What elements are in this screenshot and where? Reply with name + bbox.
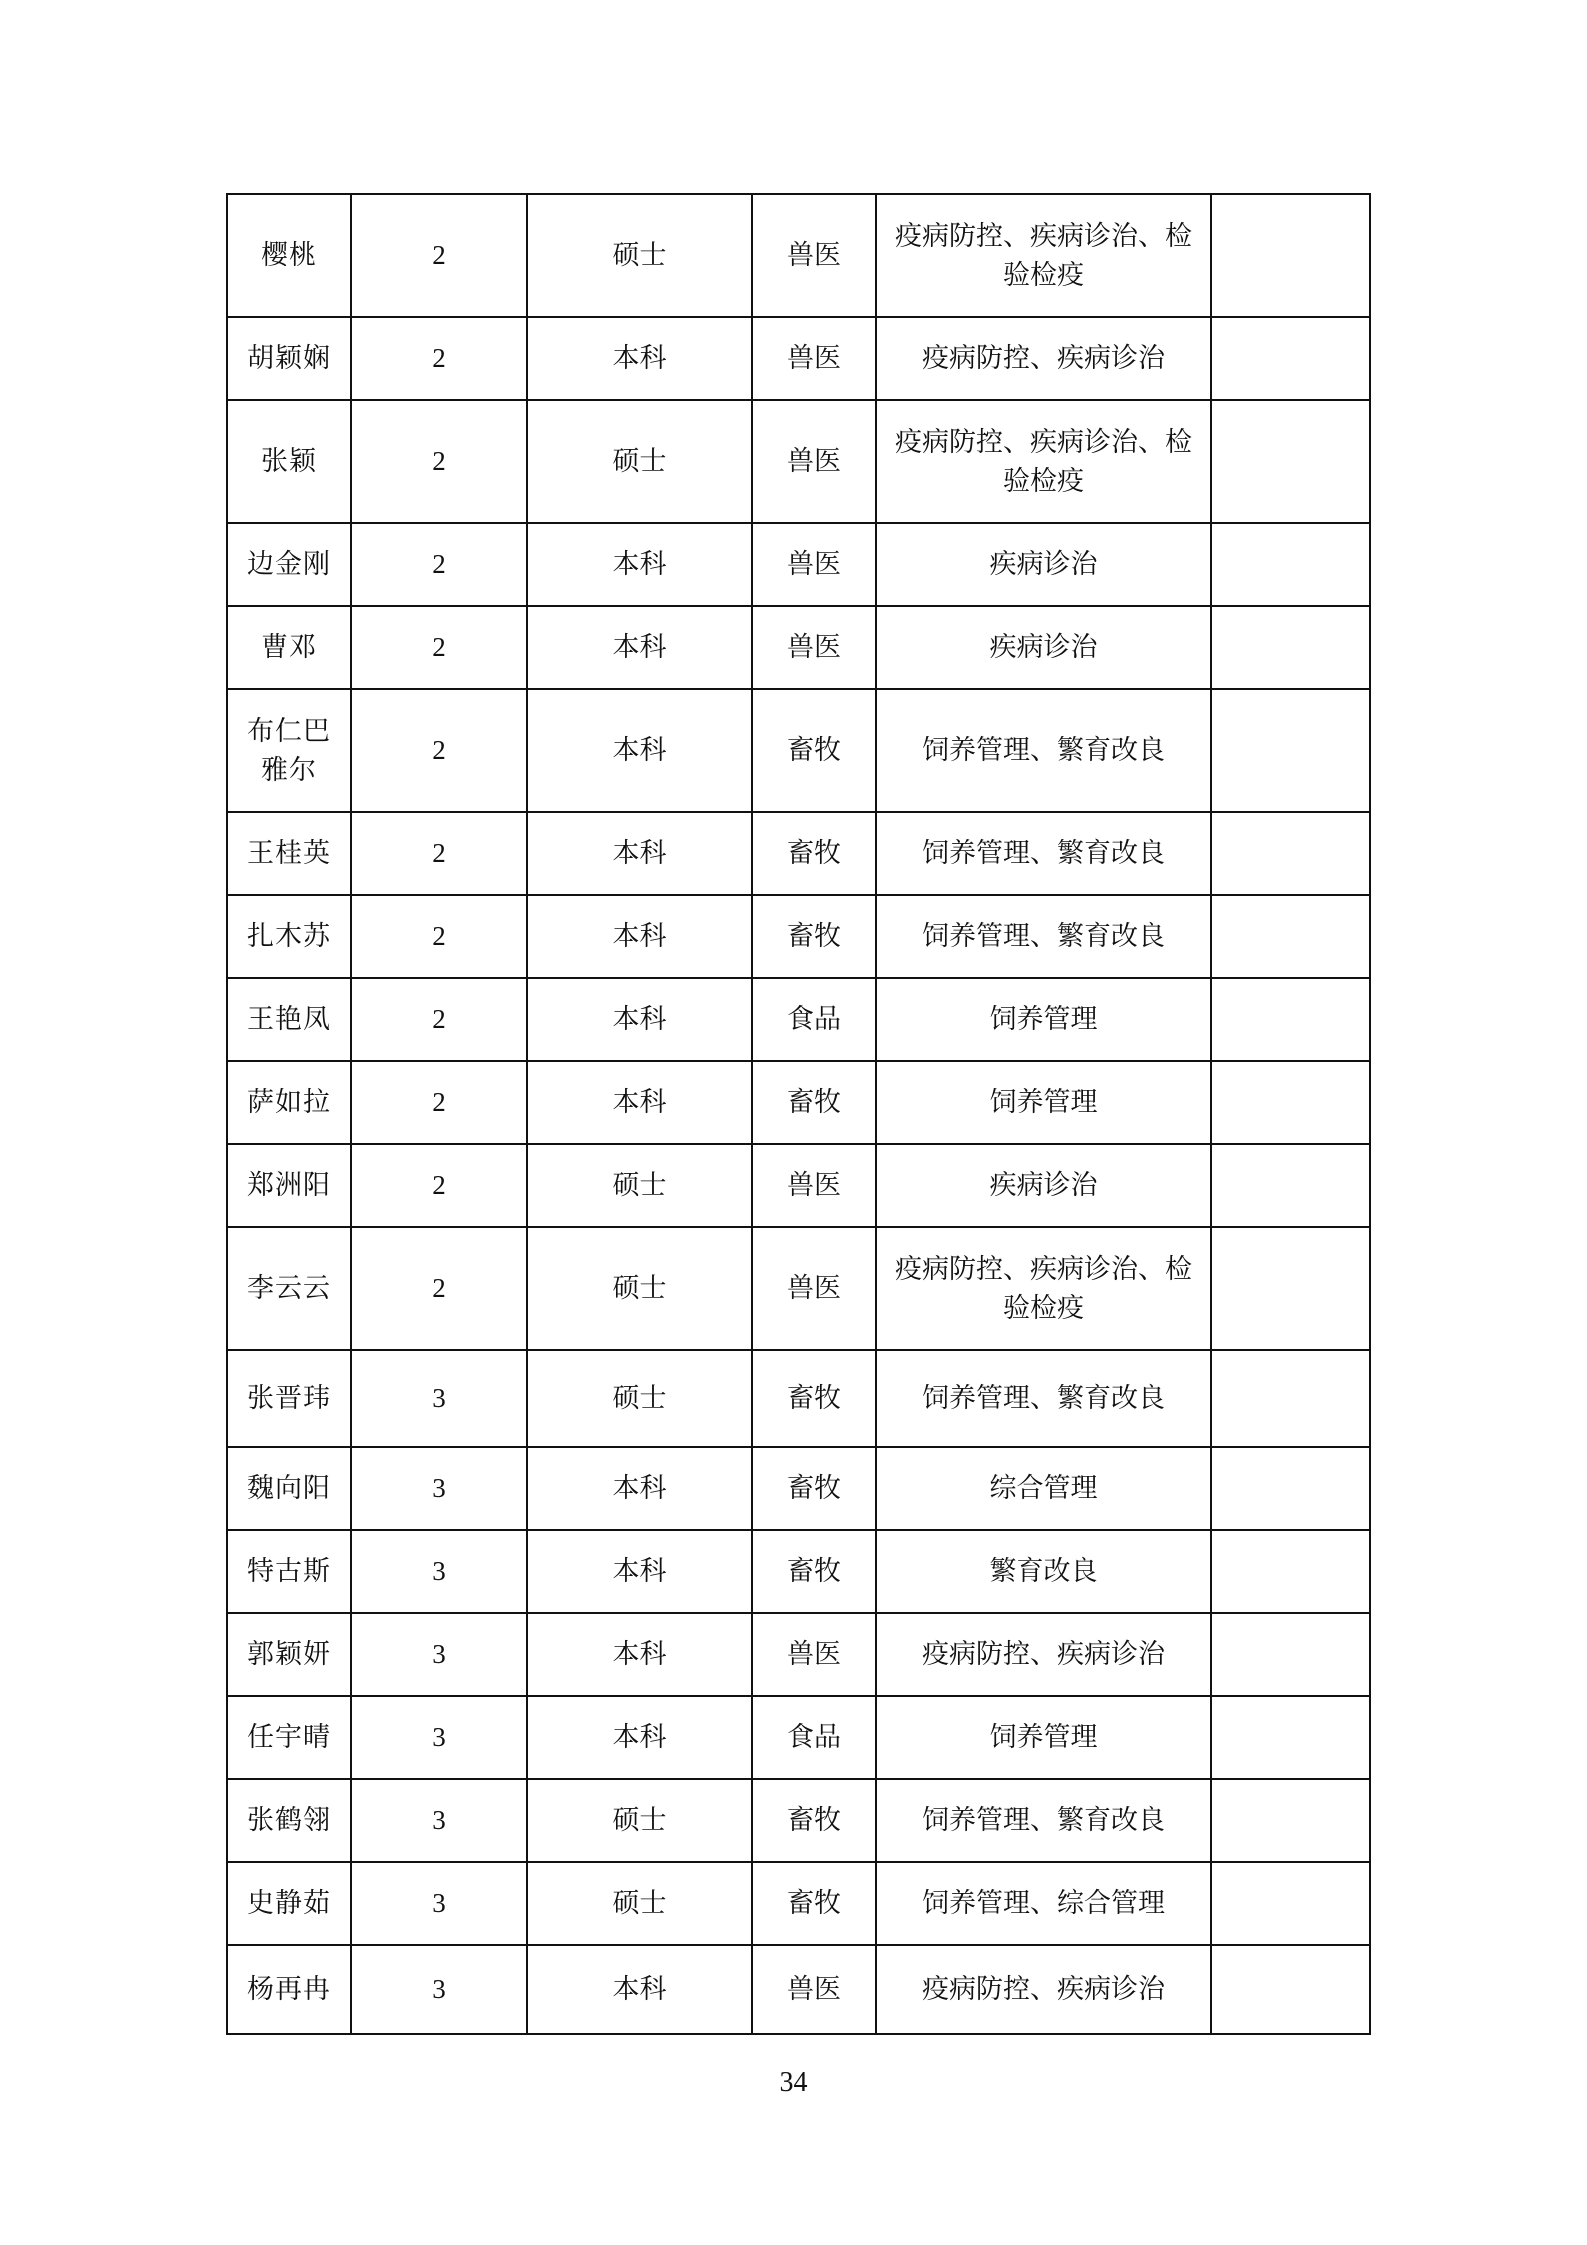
name-cell [227,1061,351,1144]
degree-cell: 本科 [527,1447,752,1530]
name-cell [227,1530,351,1613]
name-cell [227,523,351,606]
remark-cell [1211,1613,1370,1696]
year-cell: 2 [351,812,527,895]
name-text: 郑洲阳 [247,1170,331,1201]
table-row [227,194,1370,317]
name-cell [227,1613,351,1696]
year-cell: 2 [351,317,527,400]
degree-cell: 本科 [527,606,752,689]
remark-cell [1211,1350,1370,1447]
page-number: 34 [779,2067,808,2098]
table-row [227,606,1370,689]
year-cell: 2 [351,1061,527,1144]
major-cell: 兽医 [752,1945,876,2034]
remark-cell [1211,606,1370,689]
table-row [227,1061,1370,1144]
degree-cell: 硕士 [527,1862,752,1945]
degree-cell: 本科 [527,1613,752,1696]
table-row [227,400,1370,523]
remark-cell [1211,194,1370,317]
name-cell [227,1144,351,1227]
degree-cell: 硕士 [527,1350,752,1447]
major-cell: 畜牧 [752,1530,876,1613]
degree-cell: 本科 [527,895,752,978]
major-cell: 食品 [752,1696,876,1779]
major-cell: 兽医 [752,317,876,400]
degree-cell: 本科 [527,1530,752,1613]
major-cell: 兽医 [752,1227,876,1350]
major-cell: 兽医 [752,523,876,606]
remark-cell [1211,1447,1370,1530]
direction-cell: 饲养管理、综合管理 [876,1862,1211,1945]
table-row [227,1227,1370,1350]
table-row [227,1696,1370,1779]
degree-cell: 硕士 [527,194,752,317]
year-cell: 3 [351,1779,527,1862]
remark-cell [1211,1227,1370,1350]
remark-cell [1211,1696,1370,1779]
year-cell: 2 [351,1227,527,1350]
name-text: 史静茹 [247,1888,331,1919]
direction-cell: 饲养管理、繁育改良 [876,812,1211,895]
degree-cell: 本科 [527,689,752,812]
degree-cell: 本科 [527,812,752,895]
name-cell [227,895,351,978]
table-row [227,978,1370,1061]
table-body [227,194,1370,2034]
name-text: 张鹤翎 [247,1805,331,1836]
name-text: 王艳凤 [247,1004,331,1035]
table-row [227,895,1370,978]
degree-cell: 硕士 [527,1779,752,1862]
degree-cell: 硕士 [527,1227,752,1350]
name-cell [227,1350,351,1447]
name-text: 扎木苏 [247,921,331,952]
year-cell: 2 [351,606,527,689]
major-cell: 兽医 [752,1144,876,1227]
remark-cell [1211,400,1370,523]
major-cell: 畜牧 [752,1779,876,1862]
remark-cell [1211,978,1370,1061]
remark-cell [1211,689,1370,812]
year-cell: 3 [351,1696,527,1779]
degree-cell: 本科 [527,523,752,606]
name-cell [227,400,351,523]
name-text: 布仁巴雅尔 [247,715,331,786]
name-cell [227,1862,351,1945]
name-cell [227,1779,351,1862]
direction-cell: 疫病防控、疾病诊治 [876,317,1211,400]
direction-cell: 疾病诊治 [876,606,1211,689]
table-row [227,1447,1370,1530]
direction-cell: 疫病防控、疾病诊治、检验检疫 [876,194,1211,317]
year-cell: 3 [351,1447,527,1530]
name-text: 郭颖妍 [247,1639,331,1670]
major-cell: 食品 [752,978,876,1061]
major-cell: 畜牧 [752,689,876,812]
direction-cell: 疫病防控、疾病诊治、检验检疫 [876,400,1211,523]
name-cell [227,317,351,400]
name-text: 魏向阳 [247,1473,331,1504]
major-cell: 畜牧 [752,1061,876,1144]
name-text: 李云云 [247,1273,331,1304]
major-cell: 畜牧 [752,1350,876,1447]
name-text: 曹邓 [261,632,317,663]
direction-cell: 繁育改良 [876,1530,1211,1613]
year-cell: 3 [351,1945,527,2034]
personnel-table [226,193,1371,2035]
name-cell [227,812,351,895]
remark-cell [1211,1779,1370,1862]
table-row [227,523,1370,606]
year-cell: 3 [351,1350,527,1447]
direction-cell: 疫病防控、疾病诊治 [876,1945,1211,2034]
name-text: 张颖 [261,446,317,477]
major-cell: 兽医 [752,1613,876,1696]
direction-cell: 饲养管理、繁育改良 [876,689,1211,812]
degree-cell: 硕士 [527,400,752,523]
direction-cell: 疫病防控、疾病诊治、检验检疫 [876,1227,1211,1350]
degree-cell: 本科 [527,1696,752,1779]
year-cell: 2 [351,194,527,317]
name-text: 杨再冉 [247,1974,331,2005]
degree-cell: 本科 [527,1945,752,2034]
remark-cell [1211,1862,1370,1945]
direction-cell: 饲养管理、繁育改良 [876,1350,1211,1447]
direction-cell: 饲养管理 [876,978,1211,1061]
remark-cell [1211,812,1370,895]
remark-cell [1211,1945,1370,2034]
major-cell: 畜牧 [752,1447,876,1530]
year-cell: 3 [351,1530,527,1613]
table-row [227,689,1370,812]
remark-cell [1211,317,1370,400]
name-cell [227,606,351,689]
major-cell: 畜牧 [752,1862,876,1945]
name-cell [227,1447,351,1530]
year-cell: 2 [351,895,527,978]
degree-cell: 本科 [527,317,752,400]
direction-cell: 疫病防控、疾病诊治 [876,1613,1211,1696]
remark-cell [1211,1530,1370,1613]
year-cell: 2 [351,400,527,523]
year-cell: 2 [351,1144,527,1227]
direction-cell: 饲养管理 [876,1061,1211,1144]
direction-cell: 饲养管理 [876,1696,1211,1779]
major-cell: 兽医 [752,606,876,689]
degree-cell: 本科 [527,978,752,1061]
name-cell [227,978,351,1061]
year-cell: 2 [351,689,527,812]
name-cell [227,1945,351,2034]
table-row [227,1144,1370,1227]
table-row [227,1530,1370,1613]
major-cell: 畜牧 [752,812,876,895]
degree-cell: 硕士 [527,1144,752,1227]
direction-cell: 疾病诊治 [876,523,1211,606]
name-text: 任宇晴 [247,1722,331,1753]
major-cell: 畜牧 [752,895,876,978]
name-text: 樱桃 [261,240,317,271]
remark-cell [1211,895,1370,978]
name-cell [227,194,351,317]
table-row [227,1779,1370,1862]
remark-cell [1211,1144,1370,1227]
remark-cell [1211,1061,1370,1144]
year-cell: 2 [351,978,527,1061]
remark-cell [1211,523,1370,606]
name-text: 胡颖娴 [247,343,331,374]
name-cell [227,689,351,812]
direction-cell: 综合管理 [876,1447,1211,1530]
name-cell [227,1227,351,1350]
name-text: 特古斯 [247,1556,331,1587]
name-text: 边金刚 [247,549,331,580]
table-row [227,1613,1370,1696]
table-row [227,1350,1370,1447]
table-row [227,812,1370,895]
table-row [227,1945,1370,2034]
major-cell: 兽医 [752,194,876,317]
name-text: 萨如拉 [247,1087,331,1118]
direction-cell: 饲养管理、繁育改良 [876,895,1211,978]
table-row [227,317,1370,400]
name-cell [227,1696,351,1779]
degree-cell: 本科 [527,1061,752,1144]
direction-cell: 饲养管理、繁育改良 [876,1779,1211,1862]
major-cell: 兽医 [752,400,876,523]
year-cell: 2 [351,523,527,606]
name-text: 王桂英 [247,838,331,869]
year-cell: 3 [351,1862,527,1945]
table-row [227,1862,1370,1945]
year-cell: 3 [351,1613,527,1696]
name-text: 张晋玮 [247,1383,331,1414]
direction-cell: 疾病诊治 [876,1144,1211,1227]
